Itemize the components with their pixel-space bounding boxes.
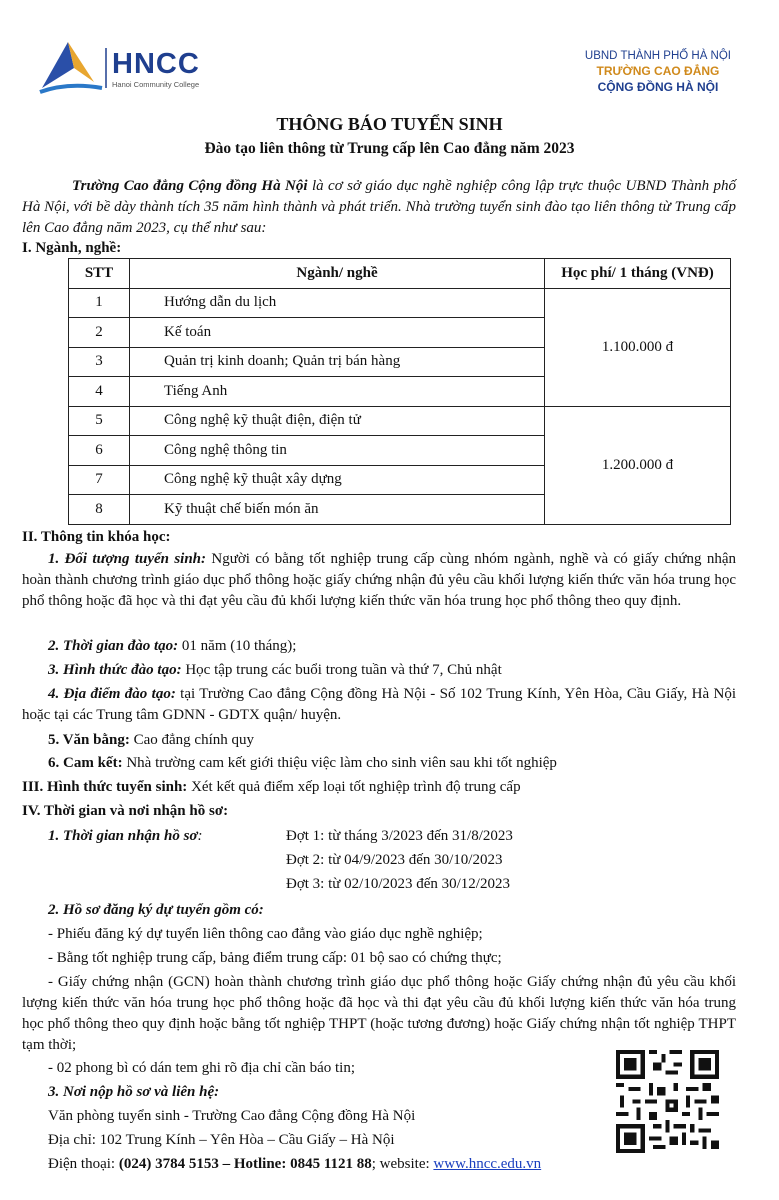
section-1-heading: I. Ngành, nghề: bbox=[22, 240, 122, 256]
row-major: Tiếng Anh bbox=[130, 377, 545, 407]
row-major: Kế toán bbox=[130, 318, 545, 348]
hotline-prefix: Hotline: bbox=[233, 1156, 291, 1172]
round-1: Đợt 1: từ tháng 3/2023 đến 31/8/2023 bbox=[286, 828, 513, 844]
degree-paragraph bbox=[22, 730, 736, 751]
phone-number: (024) 3784 5153 – bbox=[118, 1156, 234, 1172]
section-3-heading: III. Hình thức tuyển sinh: bbox=[22, 779, 188, 795]
section-3 bbox=[22, 777, 736, 798]
commitment-label: 6. Cam kết: bbox=[48, 755, 123, 771]
row-major: Công nghệ kỹ thuật xây dựng bbox=[130, 465, 545, 495]
section-3-text: Xét kết quả điểm xếp loại tốt nghiệp trình độ trung cấp bbox=[187, 779, 521, 795]
time-colon: : bbox=[197, 828, 203, 844]
hotline-number: 0845 1121 88 bbox=[290, 1156, 372, 1172]
location-paragraph bbox=[22, 684, 736, 726]
agency-line-1: UBND THÀNH PHỐ HÀ NỘI bbox=[584, 50, 731, 62]
phone-prefix: Điện thoại: bbox=[48, 1156, 119, 1172]
document-subtitle: Đào tạo liên thông từ Trung cấp lên Cao đẳng năm 2023 bbox=[204, 140, 575, 157]
format-paragraph bbox=[22, 660, 736, 681]
website-prefix: ; website: bbox=[371, 1156, 434, 1172]
format-text: Học tập trung các buổi trong tuần và thứ 7, Chủ nhật bbox=[181, 662, 502, 678]
intro-text: là cơ sở giáo dục nghề nghiệp công lập trực thuộc UBND Thành phố Hà Nội, với bề dày thành tích 35 năm hình thành và phát triển. Nhà trường tuyển sinh đào tạo liên thông từ Trung cấp lên Cao đẳng năm 2023, cụ thể như sau: bbox=[22, 178, 737, 236]
intro-paragraph bbox=[22, 176, 736, 239]
phone-line bbox=[48, 1154, 738, 1175]
degree-label: 5. Văn bằng: bbox=[48, 732, 130, 748]
qr-code-icon bbox=[616, 1050, 719, 1153]
office-line: Văn phòng tuyển sinh - Trường Cao đẳng Cộng đồng Hà Nội bbox=[48, 1108, 416, 1124]
target-label: 1. Đối tượng tuyển sinh: bbox=[48, 551, 207, 567]
majors-table bbox=[68, 258, 731, 525]
target-paragraph bbox=[22, 549, 736, 612]
section-2-heading: II. Thông tin khóa học: bbox=[22, 529, 171, 545]
doc-item-1: - Phiếu đăng ký dự tuyển liên thông cao đẳng vào giáo dục nghề nghiệp; bbox=[48, 926, 483, 942]
section-4-heading: IV. Thời gian và nơi nhận hồ sơ: bbox=[22, 803, 229, 819]
row-major: Hướng dẫn du lịch bbox=[130, 288, 545, 318]
contact-label: 3. Nơi nộp hồ sơ và liên hệ: bbox=[48, 1084, 220, 1100]
table-row bbox=[69, 288, 731, 318]
doc-item-4: - 02 phong bì có dán tem ghi rõ địa chỉ cần báo tin; bbox=[48, 1060, 356, 1076]
format-label: 3. Hình thức đào tạo: bbox=[48, 662, 182, 678]
header-major: Ngành/ nghề bbox=[130, 259, 545, 289]
doc-item-3: - Giấy chứng nhận (GCN) hoàn thành chương trình giáo dục phổ thông hoặc Giấy chứng nhận đủ yêu cầu khối lượng kiến thức văn hóa trung học phổ thông hoặc đã học và thi đạt yêu cầu đủ khối lượng kiến thức văn hóa trung học phổ thông theo quy định hoặc bằng tốt nghiệp THPT (hoặc tương đương) hoặc Giấy chứng nhận tốt nghiệp THPT tạm thời; bbox=[22, 974, 736, 1053]
website-link[interactable]: www.hncc.edu.vn bbox=[433, 1156, 542, 1172]
table-row bbox=[69, 406, 731, 436]
school-name: Trường Cao đẳng Cộng đồng Hà Nội bbox=[72, 178, 308, 194]
address-line: Địa chỉ: 102 Trung Kính – Yên Hòa – Cầu Giấy – Hà Nội bbox=[48, 1132, 395, 1148]
agency-line-2: TRƯỜNG CAO ĐẲNG bbox=[596, 64, 720, 78]
row-major: Quản trị kinh doanh; Quản trị bán hàng bbox=[130, 347, 545, 377]
row-stt: 1 bbox=[69, 288, 130, 318]
row-stt: 5 bbox=[69, 406, 130, 436]
degree-text: Cao đẳng chính quy bbox=[129, 732, 254, 748]
round-2: Đợt 2: từ 04/9/2023 đến 30/10/2023 bbox=[286, 852, 503, 868]
duration-text: 01 năm (10 tháng); bbox=[178, 638, 297, 654]
doc-item-2: - Bằng tốt nghiệp trung cấp, bảng điểm trung cấp: 01 bộ sao có chứng thực; bbox=[48, 950, 502, 966]
row-stt: 3 bbox=[69, 347, 130, 377]
row-major: Công nghệ thông tin bbox=[130, 436, 545, 466]
docs-label: 2. Hồ sơ đăng ký dự tuyển gồm có: bbox=[48, 902, 264, 918]
agency-block bbox=[585, 50, 731, 94]
row-stt: 4 bbox=[69, 377, 130, 407]
time-label: 1. Thời gian nhận hồ sơ bbox=[48, 828, 198, 844]
row-major: Kỹ thuật chế biến món ăn bbox=[130, 495, 545, 525]
row-major: Công nghệ kỹ thuật điện, điện tử bbox=[130, 406, 545, 436]
duration-paragraph bbox=[22, 636, 736, 657]
logo-text: HNCC bbox=[112, 48, 200, 80]
document-title: THÔNG BÁO TUYỂN SINH bbox=[276, 114, 503, 134]
round-3: Đợt 3: từ 02/10/2023 đến 30/12/2023 bbox=[286, 876, 510, 892]
agency-line-3: CỘNG ĐỒNG HÀ NỘI bbox=[597, 80, 719, 94]
table-header-row bbox=[69, 259, 731, 289]
location-text: tại Trường Cao đẳng Cộng đồng Hà Nội - Số 102 Trung Kính, Yên Hòa, Cầu Giấy, Hà Nội hoặc tại các Trung tâm GDNN - GDTX quận/ huyện. bbox=[22, 686, 737, 723]
header-fee: Học phí/ 1 tháng (VNĐ) bbox=[545, 259, 731, 289]
row-stt: 8 bbox=[69, 495, 130, 525]
commitment-text: Nhà trường cam kết giới thiệu việc làm cho sinh viên sau khi tốt nghiệp bbox=[122, 755, 557, 771]
target-text: Người có bằng tốt nghiệp trung cấp cùng nhóm ngành, nghề và có giấy chứng nhận hoàn thành chương trình giáo dục phổ thông hoặc giấy chứng nhận đủ yêu cầu khối lượng kiến thức văn hóa trung học phổ thông hoặc đã học và thi đạt yêu cầu đủ khối lượng kiến thức văn hóa trung học phổ thông theo quy định. bbox=[22, 551, 736, 609]
duration-label: 2. Thời gian đào tạo: bbox=[48, 638, 179, 654]
location-label: 4. Địa điểm đào tạo: bbox=[48, 686, 176, 702]
row-stt: 2 bbox=[69, 318, 130, 348]
logo-subtitle: Hanoi Community College bbox=[112, 80, 200, 89]
fee-group-2: 1.200.000 đ bbox=[545, 406, 731, 524]
fee-group-1: 1.100.000 đ bbox=[545, 288, 731, 406]
header-stt: STT bbox=[69, 259, 130, 289]
time-label-line bbox=[48, 826, 278, 847]
commitment-paragraph bbox=[22, 753, 736, 774]
row-stt: 6 bbox=[69, 436, 130, 466]
row-stt: 7 bbox=[69, 465, 130, 495]
